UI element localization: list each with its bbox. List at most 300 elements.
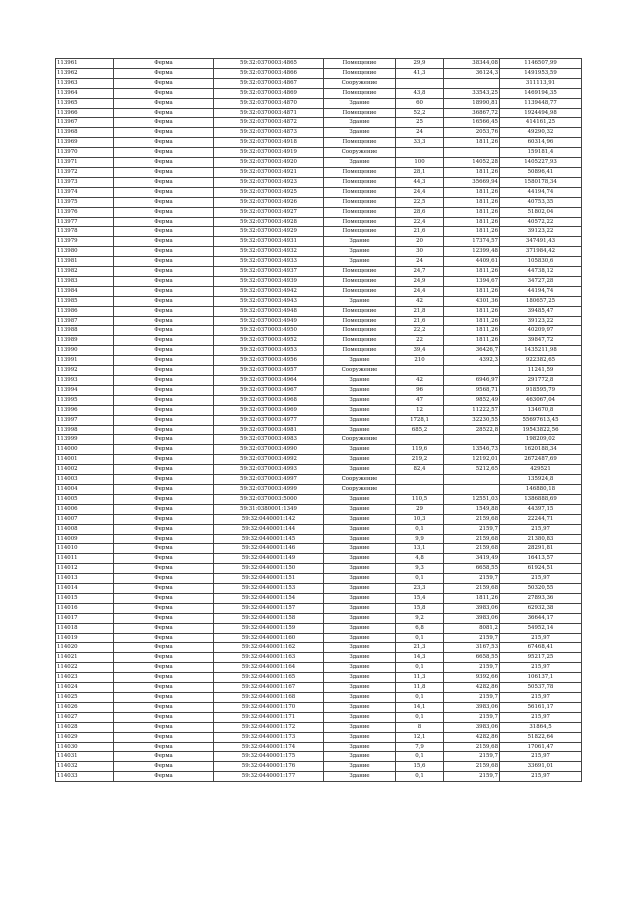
row-number-cell: 114023 [56, 673, 114, 683]
table-row [56, 712, 582, 722]
cadastral-value-cell: 215,97 [500, 574, 582, 584]
table-row [56, 187, 582, 197]
cadastral-number-cell: 59:32:0440001:146 [214, 544, 324, 554]
cadastral-number-cell: 59:32:0440001:170 [214, 702, 324, 712]
cadastral-number-cell: 59:32:0440001:164 [214, 663, 324, 673]
cadastral-number-cell: 59:32:0370003:4949 [214, 316, 324, 326]
specific-value-cell: 17374,57 [444, 237, 500, 247]
object-type-cell: Здание [324, 564, 396, 574]
area-cell: 21,3 [396, 643, 444, 653]
cadastral-value-cell: 1386888,69 [500, 494, 582, 504]
area-cell: 24 [396, 257, 444, 267]
specific-value-cell: 9852,49 [444, 395, 500, 405]
cadastral-value-cell: 215,97 [500, 772, 582, 782]
row-number-cell: 113979 [56, 237, 114, 247]
table-row [56, 247, 582, 257]
object-type-cell: Сооружение [324, 78, 396, 88]
cadastral-number-cell: 59:32:0370003:4981 [214, 425, 324, 435]
cadastral-value-cell: 33691,01 [500, 762, 582, 772]
area-cell: 11,3 [396, 673, 444, 683]
object-type-cell: Здание [324, 772, 396, 782]
row-number-cell: 113968 [56, 128, 114, 138]
object-name-cell: Ферма [114, 475, 214, 485]
table-row [56, 395, 582, 405]
area-cell: 41,3 [396, 68, 444, 78]
specific-value-cell: 3983,06 [444, 603, 500, 613]
specific-value-cell: 1811,26 [444, 138, 500, 148]
area-cell: 33,3 [396, 138, 444, 148]
specific-value-cell: 3419,49 [444, 554, 500, 564]
cadastral-value-cell: 54952,14 [500, 623, 582, 633]
object-name-cell: Ферма [114, 673, 214, 683]
table-row [56, 663, 582, 673]
area-cell: 20 [396, 237, 444, 247]
object-type-cell: Здание [324, 762, 396, 772]
object-name-cell: Ферма [114, 59, 214, 69]
row-number-cell: 113973 [56, 177, 114, 187]
cadastral-value-cell: 429521 [500, 465, 582, 475]
table-row [56, 544, 582, 554]
area-cell: 14,3 [396, 653, 444, 663]
object-type-cell: Помещение [324, 267, 396, 277]
specific-value-cell: 2159,7 [444, 574, 500, 584]
specific-value-cell: 9568,71 [444, 385, 500, 395]
specific-value-cell: 6658,55 [444, 564, 500, 574]
table-row [56, 197, 582, 207]
object-type-cell: Здание [324, 663, 396, 673]
cadastral-number-cell: 59:32:0440001:168 [214, 693, 324, 703]
specific-value-cell [444, 148, 500, 158]
object-name-cell: Ферма [114, 148, 214, 158]
table-row [56, 227, 582, 237]
table-row [56, 88, 582, 98]
table-row [56, 564, 582, 574]
row-number-cell: 113961 [56, 59, 114, 69]
cadastral-value-cell: 44194,74 [500, 286, 582, 296]
row-number-cell: 114024 [56, 683, 114, 693]
object-type-cell: Помещение [324, 187, 396, 197]
object-name-cell: Ферма [114, 257, 214, 267]
table-row [56, 732, 582, 742]
object-name-cell: Ферма [114, 276, 214, 286]
specific-value-cell: 36426,7 [444, 346, 500, 356]
object-name-cell: Ферма [114, 415, 214, 425]
row-number-cell: 113986 [56, 306, 114, 316]
cadastral-number-cell: 59:32:0440001:154 [214, 593, 324, 603]
area-cell: 22 [396, 336, 444, 346]
cadastral-number-cell: 59:32:0370003:4942 [214, 286, 324, 296]
row-number-cell: 114018 [56, 623, 114, 633]
specific-value-cell [444, 475, 500, 485]
area-cell [396, 435, 444, 445]
row-number-cell: 114031 [56, 752, 114, 762]
area-cell: 96 [396, 385, 444, 395]
cadastral-number-cell: 59:32:0370003:4921 [214, 167, 324, 177]
cadastral-number-cell: 59:32:0370003:4992 [214, 455, 324, 465]
area-cell: 0,1 [396, 663, 444, 673]
cadastral-number-cell: 59:32:0440001:172 [214, 722, 324, 732]
specific-value-cell: 1811,26 [444, 336, 500, 346]
cadastral-number-cell: 59:32:0370003:4870 [214, 98, 324, 108]
object-name-cell: Ферма [114, 227, 214, 237]
table-row [56, 128, 582, 138]
object-name-cell: Ферма [114, 247, 214, 257]
object-name-cell: Ферма [114, 524, 214, 534]
specific-value-cell: 1549,88 [444, 504, 500, 514]
cadastral-value-cell: 105830,6 [500, 257, 582, 267]
row-number-cell: 114017 [56, 613, 114, 623]
object-type-cell: Помещение [324, 217, 396, 227]
object-type-cell: Здание [324, 385, 396, 395]
cadastral-number-cell: 59:32:0370003:4926 [214, 197, 324, 207]
cadastral-value-cell: 1491953,59 [500, 68, 582, 78]
row-number-cell: 113997 [56, 415, 114, 425]
table-row [56, 356, 582, 366]
cadastral-number-cell: 59:31:0380001:1349 [214, 504, 324, 514]
cadastral-number-cell: 59:32:0440001:145 [214, 534, 324, 544]
cadastral-value-cell: 414161,25 [500, 118, 582, 128]
specific-value-cell: 8081,2 [444, 623, 500, 633]
object-type-cell: Здание [324, 673, 396, 683]
cadastral-value-cell: 49290,32 [500, 128, 582, 138]
cadastral-number-cell: 59:32:0440001:151 [214, 574, 324, 584]
object-name-cell: Ферма [114, 128, 214, 138]
cadastral-number-cell: 59:32:0440001:144 [214, 524, 324, 534]
object-name-cell: Ферма [114, 722, 214, 732]
table-row [56, 346, 582, 356]
area-cell: 22,5 [396, 197, 444, 207]
object-type-cell: Здание [324, 415, 396, 425]
row-number-cell: 113965 [56, 98, 114, 108]
row-number-cell: 114003 [56, 475, 114, 485]
cadastral-value-cell: 146880,18 [500, 484, 582, 494]
row-number-cell: 113980 [56, 247, 114, 257]
specific-value-cell: 1394,67 [444, 276, 500, 286]
object-name-cell: Ферма [114, 702, 214, 712]
table-row [56, 465, 582, 475]
object-name-cell: Ферма [114, 603, 214, 613]
cadastral-number-cell: 59:32:0370003:4871 [214, 108, 324, 118]
table-row [56, 484, 582, 494]
object-type-cell: Сооружение [324, 435, 396, 445]
cadastral-number-cell: 59:32:0370003:4968 [214, 395, 324, 405]
object-type-cell: Помещение [324, 207, 396, 217]
object-type-cell: Здание [324, 395, 396, 405]
cadastral-value-cell: 39847,72 [500, 336, 582, 346]
object-type-cell: Помещение [324, 88, 396, 98]
object-name-cell: Ферма [114, 484, 214, 494]
specific-value-cell: 4409,61 [444, 257, 500, 267]
object-type-cell: Здание [324, 514, 396, 524]
specific-value-cell: 1811,26 [444, 306, 500, 316]
specific-value-cell: 16566,45 [444, 118, 500, 128]
cadastral-value-cell: 61924,51 [500, 564, 582, 574]
row-number-cell: 113985 [56, 296, 114, 306]
specific-value-cell: 9392,66 [444, 673, 500, 683]
area-cell: 1728,1 [396, 415, 444, 425]
object-name-cell: Ферма [114, 643, 214, 653]
row-number-cell: 114029 [56, 732, 114, 742]
object-name-cell: Ферма [114, 366, 214, 376]
area-cell [396, 78, 444, 88]
specific-value-cell: 2159,68 [444, 584, 500, 594]
table-row [56, 455, 582, 465]
cadastral-value-cell: 198209,02 [500, 435, 582, 445]
cadastral-number-cell: 59:32:0440001:174 [214, 742, 324, 752]
cadastral-value-cell: 1139448,77 [500, 98, 582, 108]
area-cell: 47 [396, 395, 444, 405]
cadastral-value-cell: 62932,38 [500, 603, 582, 613]
object-name-cell: Ферма [114, 712, 214, 722]
object-name-cell: Ферма [114, 237, 214, 247]
row-number-cell: 113996 [56, 405, 114, 415]
specific-value-cell [444, 435, 500, 445]
table-row [56, 514, 582, 524]
specific-value-cell: 1811,26 [444, 187, 500, 197]
cadastral-value-cell: 28291,81 [500, 544, 582, 554]
specific-value-cell: 2159,7 [444, 752, 500, 762]
row-number-cell: 114005 [56, 494, 114, 504]
row-number-cell: 113981 [56, 257, 114, 267]
object-name-cell: Ферма [114, 554, 214, 564]
row-number-cell: 114025 [56, 693, 114, 703]
cadastral-number-cell: 59:32:0440001:150 [214, 564, 324, 574]
specific-value-cell: 1811,26 [444, 197, 500, 207]
object-type-cell: Здание [324, 653, 396, 663]
object-type-cell: Здание [324, 752, 396, 762]
object-type-cell: Помещение [324, 108, 396, 118]
cadastral-number-cell: 59:32:0370003:4918 [214, 138, 324, 148]
specific-value-cell: 4282,86 [444, 683, 500, 693]
cadastral-value-cell: 19543822,56 [500, 425, 582, 435]
table-row [56, 316, 582, 326]
object-name-cell: Ферма [114, 623, 214, 633]
area-cell: 13,1 [396, 544, 444, 554]
cadastral-number-cell: 59:32:0440001:167 [214, 683, 324, 693]
table-row [56, 752, 582, 762]
table-row [56, 623, 582, 633]
row-number-cell: 114022 [56, 663, 114, 673]
object-type-cell: Помещение [324, 177, 396, 187]
specific-value-cell: 12399,48 [444, 247, 500, 257]
specific-value-cell [444, 366, 500, 376]
row-number-cell: 113999 [56, 435, 114, 445]
table-row [56, 683, 582, 693]
cadastral-value-cell: 215,97 [500, 663, 582, 673]
object-name-cell: Ферма [114, 504, 214, 514]
cadastral-number-cell: 59:32:0440001:157 [214, 603, 324, 613]
area-cell: 39,4 [396, 346, 444, 356]
object-type-cell: Здание [324, 465, 396, 475]
cadastral-value-cell: 60314,96 [500, 138, 582, 148]
specific-value-cell: 1811,26 [444, 316, 500, 326]
cadastral-number-cell: 59:32:0370003:4866 [214, 68, 324, 78]
area-cell: 8 [396, 722, 444, 732]
area-cell: 14,1 [396, 702, 444, 712]
specific-value-cell: 1811,26 [444, 167, 500, 177]
specific-value-cell: 5212,65 [444, 465, 500, 475]
area-cell: 6,8 [396, 623, 444, 633]
specific-value-cell: 2159,7 [444, 772, 500, 782]
object-type-cell: Здание [324, 623, 396, 633]
row-number-cell: 114008 [56, 524, 114, 534]
object-name-cell: Ферма [114, 207, 214, 217]
object-name-cell: Ферма [114, 435, 214, 445]
cadastral-value-cell: 215,97 [500, 693, 582, 703]
table-row [56, 554, 582, 564]
row-number-cell: 114028 [56, 722, 114, 732]
area-cell: 219,2 [396, 455, 444, 465]
cadastral-value-cell: 44397,15 [500, 504, 582, 514]
specific-value-cell: 11222,57 [444, 405, 500, 415]
object-type-cell: Здание [324, 356, 396, 366]
table-row [56, 693, 582, 703]
cadastral-value-cell: 40753,35 [500, 197, 582, 207]
specific-value-cell: 36124,3 [444, 68, 500, 78]
object-type-cell: Здание [324, 128, 396, 138]
object-type-cell: Помещение [324, 68, 396, 78]
cadastral-value-cell: 215,97 [500, 633, 582, 643]
cadastral-number-cell: 59:32:0370003:4956 [214, 356, 324, 366]
object-name-cell: Ферма [114, 316, 214, 326]
object-name-cell: Ферма [114, 584, 214, 594]
cadastral-number-cell: 59:32:0370003:4969 [214, 405, 324, 415]
table-row [56, 772, 582, 782]
cadastral-value-cell: 347491,43 [500, 237, 582, 247]
object-name-cell: Ферма [114, 346, 214, 356]
object-type-cell: Здание [324, 554, 396, 564]
row-number-cell: 113974 [56, 187, 114, 197]
cadastral-value-cell: 463067,04 [500, 395, 582, 405]
specific-value-cell: 1811,26 [444, 326, 500, 336]
object-name-cell: Ферма [114, 88, 214, 98]
table-row [56, 524, 582, 534]
object-name-cell: Ферма [114, 593, 214, 603]
specific-value-cell: 1811,26 [444, 267, 500, 277]
object-type-cell: Здание [324, 693, 396, 703]
table-row [56, 385, 582, 395]
specific-value-cell: 2053,76 [444, 128, 500, 138]
cadastral-number-cell: 59:32:0440001:175 [214, 752, 324, 762]
row-number-cell: 113977 [56, 217, 114, 227]
specific-value-cell: 13546,73 [444, 445, 500, 455]
cadastral-number-cell: 59:32:0370003:4923 [214, 177, 324, 187]
table-row [56, 673, 582, 683]
area-cell: 0,1 [396, 712, 444, 722]
object-type-cell: Помещение [324, 138, 396, 148]
area-cell: 52,2 [396, 108, 444, 118]
object-name-cell: Ферма [114, 564, 214, 574]
cadastral-number-cell: 59:32:0370003:4997 [214, 475, 324, 485]
object-type-cell: Здание [324, 702, 396, 712]
specific-value-cell: 4301,36 [444, 296, 500, 306]
cadastral-value-cell: 11241,59 [500, 366, 582, 376]
object-type-cell: Здание [324, 247, 396, 257]
cadastral-number-cell: 59:32:0370003:4932 [214, 247, 324, 257]
table-row [56, 167, 582, 177]
cadastral-number-cell: 59:32:0370003:4928 [214, 217, 324, 227]
table-row [56, 68, 582, 78]
row-number-cell: 113988 [56, 326, 114, 336]
specific-value-cell: 2159,7 [444, 633, 500, 643]
table-row [56, 148, 582, 158]
object-name-cell: Ферма [114, 544, 214, 554]
cadastral-number-cell: 59:32:0370003:4927 [214, 207, 324, 217]
area-cell: 100 [396, 158, 444, 168]
area-cell: 15,4 [396, 593, 444, 603]
table-body [56, 59, 582, 782]
cadastral-number-cell: 59:32:0370003:4869 [214, 88, 324, 98]
area-cell: 28,6 [396, 207, 444, 217]
specific-value-cell: 36867,72 [444, 108, 500, 118]
row-number-cell: 113976 [56, 207, 114, 217]
cadastral-value-cell: 1620188,34 [500, 445, 582, 455]
row-number-cell: 113967 [56, 118, 114, 128]
area-cell: 23,3 [396, 584, 444, 594]
table-row [56, 584, 582, 594]
object-type-cell: Помещение [324, 346, 396, 356]
cadastral-value-cell: 51802,04 [500, 207, 582, 217]
area-cell: 21,6 [396, 316, 444, 326]
specific-value-cell: 18990,81 [444, 98, 500, 108]
table-row [56, 425, 582, 435]
cadastral-number-cell: 59:32:0370003:4920 [214, 158, 324, 168]
area-cell: 0,1 [396, 693, 444, 703]
cadastral-value-cell: 51822,64 [500, 732, 582, 742]
specific-value-cell: 2159,7 [444, 663, 500, 673]
object-type-cell: Здание [324, 494, 396, 504]
cadastral-value-cell: 106137,1 [500, 673, 582, 683]
row-number-cell: 114012 [56, 564, 114, 574]
object-name-cell: Ферма [114, 395, 214, 405]
table-row [56, 504, 582, 514]
cadastral-number-cell: 59:32:0370003:4931 [214, 237, 324, 247]
object-name-cell: Ферма [114, 465, 214, 475]
cadastral-number-cell: 59:32:0370003:4952 [214, 336, 324, 346]
row-number-cell: 114007 [56, 514, 114, 524]
cadastral-value-cell: 40572,22 [500, 217, 582, 227]
row-number-cell: 113987 [56, 316, 114, 326]
area-cell: 21,6 [396, 227, 444, 237]
table-row [56, 722, 582, 732]
area-cell: 42 [396, 376, 444, 386]
table-row [56, 376, 582, 386]
row-number-cell: 113969 [56, 138, 114, 148]
area-cell: 4,8 [396, 554, 444, 564]
object-name-cell: Ферма [114, 286, 214, 296]
object-name-cell: Ферма [114, 326, 214, 336]
row-number-cell: 114011 [56, 554, 114, 564]
object-type-cell: Помещение [324, 326, 396, 336]
object-name-cell: Ферма [114, 118, 214, 128]
specific-value-cell: 38344,08 [444, 59, 500, 69]
table-row [56, 286, 582, 296]
row-number-cell: 114013 [56, 574, 114, 584]
cadastral-value-cell: 2672487,69 [500, 455, 582, 465]
area-cell: 210 [396, 356, 444, 366]
table-row [56, 138, 582, 148]
cadastral-number-cell: 59:32:0370003:4865 [214, 59, 324, 69]
row-number-cell: 114027 [56, 712, 114, 722]
row-number-cell: 113994 [56, 385, 114, 395]
table-row [56, 762, 582, 772]
cadastral-value-cell: 21380,83 [500, 534, 582, 544]
object-name-cell: Ферма [114, 683, 214, 693]
object-type-cell: Здание [324, 633, 396, 643]
specific-value-cell: 32230,55 [444, 415, 500, 425]
cadastral-value-cell: 50537,78 [500, 683, 582, 693]
row-number-cell: 114006 [56, 504, 114, 514]
